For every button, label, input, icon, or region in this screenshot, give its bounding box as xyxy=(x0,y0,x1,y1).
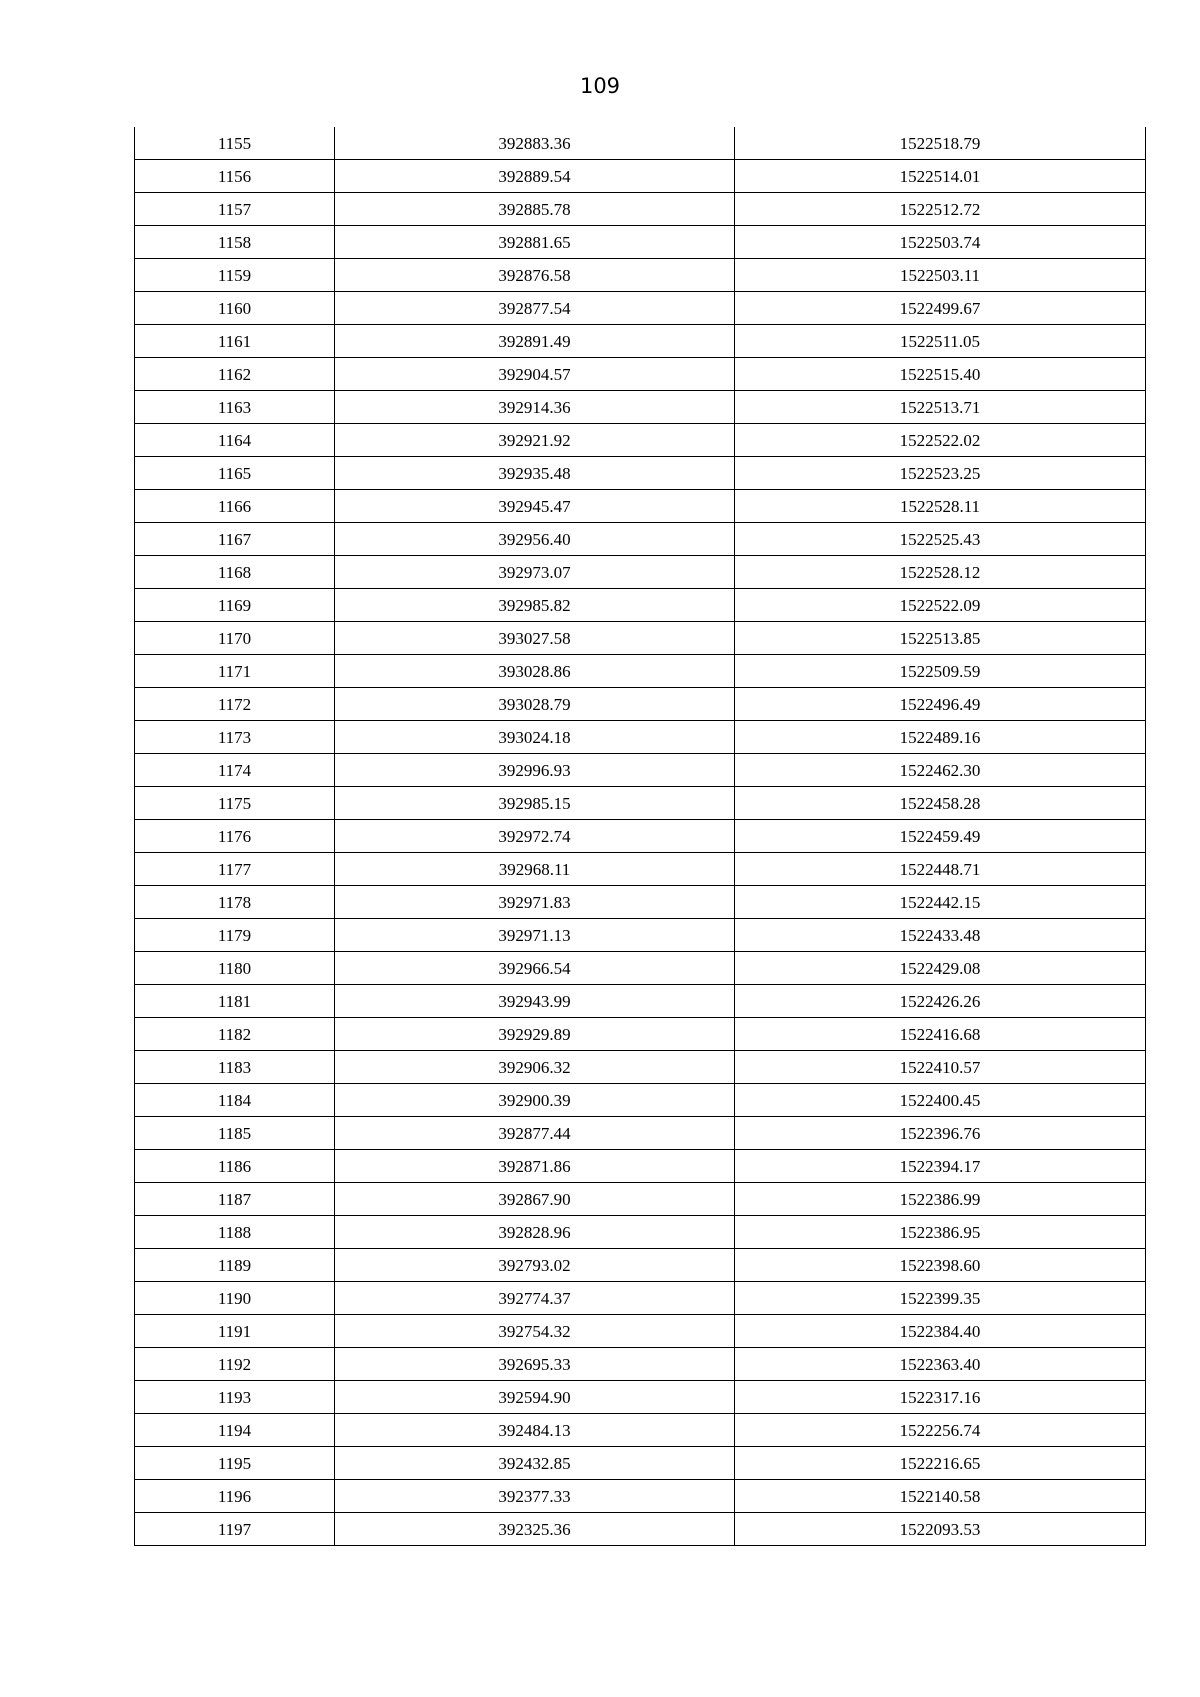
point-number-cell: 1190 xyxy=(135,1282,335,1315)
y-coordinate-cell: 1522216.65 xyxy=(735,1447,1146,1480)
y-coordinate-cell: 1522528.11 xyxy=(735,490,1146,523)
table-row xyxy=(135,160,1146,193)
table-row xyxy=(135,391,1146,424)
point-number-cell: 1196 xyxy=(135,1480,335,1513)
x-coordinate-cell: 392325.36 xyxy=(335,1513,735,1546)
y-coordinate-cell: 1522499.67 xyxy=(735,292,1146,325)
x-coordinate-cell: 392996.93 xyxy=(335,754,735,787)
table-row xyxy=(135,1117,1146,1150)
x-coordinate-cell: 393028.86 xyxy=(335,655,735,688)
x-coordinate-cell: 392871.86 xyxy=(335,1150,735,1183)
point-number-cell: 1194 xyxy=(135,1414,335,1447)
point-number-cell: 1178 xyxy=(135,886,335,919)
point-number-cell: 1164 xyxy=(135,424,335,457)
point-number-cell: 1173 xyxy=(135,721,335,754)
point-number-cell: 1177 xyxy=(135,853,335,886)
table-row xyxy=(135,886,1146,919)
point-number-cell: 1182 xyxy=(135,1018,335,1051)
x-coordinate-cell: 392774.37 xyxy=(335,1282,735,1315)
page-number: 109 xyxy=(579,74,621,98)
point-number-cell: 1165 xyxy=(135,457,335,490)
y-coordinate-cell: 1522398.60 xyxy=(735,1249,1146,1282)
x-coordinate-cell: 393024.18 xyxy=(335,721,735,754)
point-number-cell: 1187 xyxy=(135,1183,335,1216)
table-row xyxy=(135,589,1146,622)
table-row xyxy=(135,424,1146,457)
y-coordinate-cell: 1522518.79 xyxy=(735,127,1146,160)
y-coordinate-cell: 1522522.09 xyxy=(735,589,1146,622)
x-coordinate-cell: 392881.65 xyxy=(335,226,735,259)
table-row xyxy=(135,1183,1146,1216)
table-row xyxy=(135,688,1146,721)
table-row xyxy=(135,1447,1146,1480)
y-coordinate-cell: 1522433.48 xyxy=(735,919,1146,952)
y-coordinate-cell: 1522363.40 xyxy=(735,1348,1146,1381)
table-row xyxy=(135,358,1146,391)
coordinate-table-body xyxy=(135,127,1146,1546)
point-number-cell: 1167 xyxy=(135,523,335,556)
point-number-cell: 1157 xyxy=(135,193,335,226)
y-coordinate-cell: 1522416.68 xyxy=(735,1018,1146,1051)
x-coordinate-cell: 392885.78 xyxy=(335,193,735,226)
x-coordinate-cell: 392943.99 xyxy=(335,985,735,1018)
x-coordinate-cell: 392906.32 xyxy=(335,1051,735,1084)
x-coordinate-cell: 392971.83 xyxy=(335,886,735,919)
point-number-cell: 1161 xyxy=(135,325,335,358)
y-coordinate-cell: 1522140.58 xyxy=(735,1480,1146,1513)
point-number-cell: 1156 xyxy=(135,160,335,193)
coordinate-table-container xyxy=(134,127,1145,1546)
x-coordinate-cell: 392945.47 xyxy=(335,490,735,523)
y-coordinate-cell: 1522496.49 xyxy=(735,688,1146,721)
point-number-cell: 1189 xyxy=(135,1249,335,1282)
point-number-cell: 1162 xyxy=(135,358,335,391)
y-coordinate-cell: 1522503.11 xyxy=(735,259,1146,292)
x-coordinate-cell: 392985.82 xyxy=(335,589,735,622)
y-coordinate-cell: 1522513.85 xyxy=(735,622,1146,655)
table-row xyxy=(135,1282,1146,1315)
y-coordinate-cell: 1522093.53 xyxy=(735,1513,1146,1546)
table-row xyxy=(135,490,1146,523)
y-coordinate-cell: 1522514.01 xyxy=(735,160,1146,193)
table-row xyxy=(135,523,1146,556)
y-coordinate-cell: 1522386.95 xyxy=(735,1216,1146,1249)
x-coordinate-cell: 392971.13 xyxy=(335,919,735,952)
table-row xyxy=(135,1480,1146,1513)
point-number-cell: 1185 xyxy=(135,1117,335,1150)
point-number-cell: 1166 xyxy=(135,490,335,523)
y-coordinate-cell: 1522458.28 xyxy=(735,787,1146,820)
table-row xyxy=(135,1018,1146,1051)
y-coordinate-cell: 1522528.12 xyxy=(735,556,1146,589)
x-coordinate-cell: 392876.58 xyxy=(335,259,735,292)
y-coordinate-cell: 1522426.26 xyxy=(735,985,1146,1018)
y-coordinate-cell: 1522317.16 xyxy=(735,1381,1146,1414)
x-coordinate-cell: 392793.02 xyxy=(335,1249,735,1282)
table-row xyxy=(135,754,1146,787)
x-coordinate-cell: 392484.13 xyxy=(335,1414,735,1447)
table-row xyxy=(135,985,1146,1018)
y-coordinate-cell: 1522448.71 xyxy=(735,853,1146,886)
table-row xyxy=(135,325,1146,358)
y-coordinate-cell: 1522523.25 xyxy=(735,457,1146,490)
point-number-cell: 1163 xyxy=(135,391,335,424)
y-coordinate-cell: 1522511.05 xyxy=(735,325,1146,358)
x-coordinate-cell: 392956.40 xyxy=(335,523,735,556)
y-coordinate-cell: 1522400.45 xyxy=(735,1084,1146,1117)
x-coordinate-cell: 392973.07 xyxy=(335,556,735,589)
point-number-cell: 1158 xyxy=(135,226,335,259)
y-coordinate-cell: 1522399.35 xyxy=(735,1282,1146,1315)
table-row xyxy=(135,1414,1146,1447)
point-number-cell: 1197 xyxy=(135,1513,335,1546)
table-row xyxy=(135,721,1146,754)
x-coordinate-cell: 392377.33 xyxy=(335,1480,735,1513)
table-row xyxy=(135,1249,1146,1282)
x-coordinate-cell: 392883.36 xyxy=(335,127,735,160)
table-row xyxy=(135,1216,1146,1249)
x-coordinate-cell: 392877.44 xyxy=(335,1117,735,1150)
point-number-cell: 1171 xyxy=(135,655,335,688)
table-row xyxy=(135,292,1146,325)
y-coordinate-cell: 1522396.76 xyxy=(735,1117,1146,1150)
point-number-cell: 1191 xyxy=(135,1315,335,1348)
x-coordinate-cell: 392968.11 xyxy=(335,853,735,886)
table-row xyxy=(135,919,1146,952)
x-coordinate-cell: 392695.33 xyxy=(335,1348,735,1381)
y-coordinate-cell: 1522429.08 xyxy=(735,952,1146,985)
point-number-cell: 1159 xyxy=(135,259,335,292)
x-coordinate-cell: 392828.96 xyxy=(335,1216,735,1249)
x-coordinate-cell: 393028.79 xyxy=(335,688,735,721)
y-coordinate-cell: 1522256.74 xyxy=(735,1414,1146,1447)
table-row xyxy=(135,259,1146,292)
table-row xyxy=(135,820,1146,853)
x-coordinate-cell: 393027.58 xyxy=(335,622,735,655)
x-coordinate-cell: 392929.89 xyxy=(335,1018,735,1051)
y-coordinate-cell: 1522394.17 xyxy=(735,1150,1146,1183)
table-row xyxy=(135,226,1146,259)
y-coordinate-cell: 1522515.40 xyxy=(735,358,1146,391)
x-coordinate-cell: 392867.90 xyxy=(335,1183,735,1216)
x-coordinate-cell: 392966.54 xyxy=(335,952,735,985)
point-number-cell: 1168 xyxy=(135,556,335,589)
x-coordinate-cell: 392891.49 xyxy=(335,325,735,358)
y-coordinate-cell: 1522525.43 xyxy=(735,523,1146,556)
point-number-cell: 1174 xyxy=(135,754,335,787)
x-coordinate-cell: 392972.74 xyxy=(335,820,735,853)
y-coordinate-cell: 1522384.40 xyxy=(735,1315,1146,1348)
table-row xyxy=(135,622,1146,655)
point-number-cell: 1181 xyxy=(135,985,335,1018)
y-coordinate-cell: 1522442.15 xyxy=(735,886,1146,919)
table-row xyxy=(135,1150,1146,1183)
x-coordinate-cell: 392921.92 xyxy=(335,424,735,457)
table-row xyxy=(135,1348,1146,1381)
table-row xyxy=(135,1381,1146,1414)
x-coordinate-cell: 392935.48 xyxy=(335,457,735,490)
point-number-cell: 1195 xyxy=(135,1447,335,1480)
y-coordinate-cell: 1522522.02 xyxy=(735,424,1146,457)
x-coordinate-cell: 392594.90 xyxy=(335,1381,735,1414)
y-coordinate-cell: 1522489.16 xyxy=(735,721,1146,754)
y-coordinate-cell: 1522459.49 xyxy=(735,820,1146,853)
point-number-cell: 1176 xyxy=(135,820,335,853)
point-number-cell: 1179 xyxy=(135,919,335,952)
table-row xyxy=(135,853,1146,886)
point-number-cell: 1160 xyxy=(135,292,335,325)
table-row xyxy=(135,556,1146,589)
x-coordinate-cell: 392432.85 xyxy=(335,1447,735,1480)
y-coordinate-cell: 1522386.99 xyxy=(735,1183,1146,1216)
point-number-cell: 1172 xyxy=(135,688,335,721)
point-number-cell: 1183 xyxy=(135,1051,335,1084)
point-number-cell: 1155 xyxy=(135,127,335,160)
point-number-cell: 1186 xyxy=(135,1150,335,1183)
point-number-cell: 1192 xyxy=(135,1348,335,1381)
y-coordinate-cell: 1522503.74 xyxy=(735,226,1146,259)
x-coordinate-cell: 392900.39 xyxy=(335,1084,735,1117)
x-coordinate-cell: 392914.36 xyxy=(335,391,735,424)
x-coordinate-cell: 392904.57 xyxy=(335,358,735,391)
table-row xyxy=(135,1513,1146,1546)
table-row xyxy=(135,127,1146,160)
table-row xyxy=(135,655,1146,688)
table-row xyxy=(135,1084,1146,1117)
table-row xyxy=(135,787,1146,820)
point-number-cell: 1180 xyxy=(135,952,335,985)
point-number-cell: 1175 xyxy=(135,787,335,820)
table-row xyxy=(135,1315,1146,1348)
y-coordinate-cell: 1522512.72 xyxy=(735,193,1146,226)
table-row xyxy=(135,193,1146,226)
coordinate-table xyxy=(134,127,1146,1546)
x-coordinate-cell: 392754.32 xyxy=(335,1315,735,1348)
x-coordinate-cell: 392889.54 xyxy=(335,160,735,193)
y-coordinate-cell: 1522509.59 xyxy=(735,655,1146,688)
x-coordinate-cell: 392985.15 xyxy=(335,787,735,820)
point-number-cell: 1170 xyxy=(135,622,335,655)
point-number-cell: 1188 xyxy=(135,1216,335,1249)
table-row xyxy=(135,1051,1146,1084)
point-number-cell: 1169 xyxy=(135,589,335,622)
table-row xyxy=(135,952,1146,985)
table-row xyxy=(135,457,1146,490)
point-number-cell: 1193 xyxy=(135,1381,335,1414)
y-coordinate-cell: 1522410.57 xyxy=(735,1051,1146,1084)
y-coordinate-cell: 1522462.30 xyxy=(735,754,1146,787)
x-coordinate-cell: 392877.54 xyxy=(335,292,735,325)
point-number-cell: 1184 xyxy=(135,1084,335,1117)
y-coordinate-cell: 1522513.71 xyxy=(735,391,1146,424)
